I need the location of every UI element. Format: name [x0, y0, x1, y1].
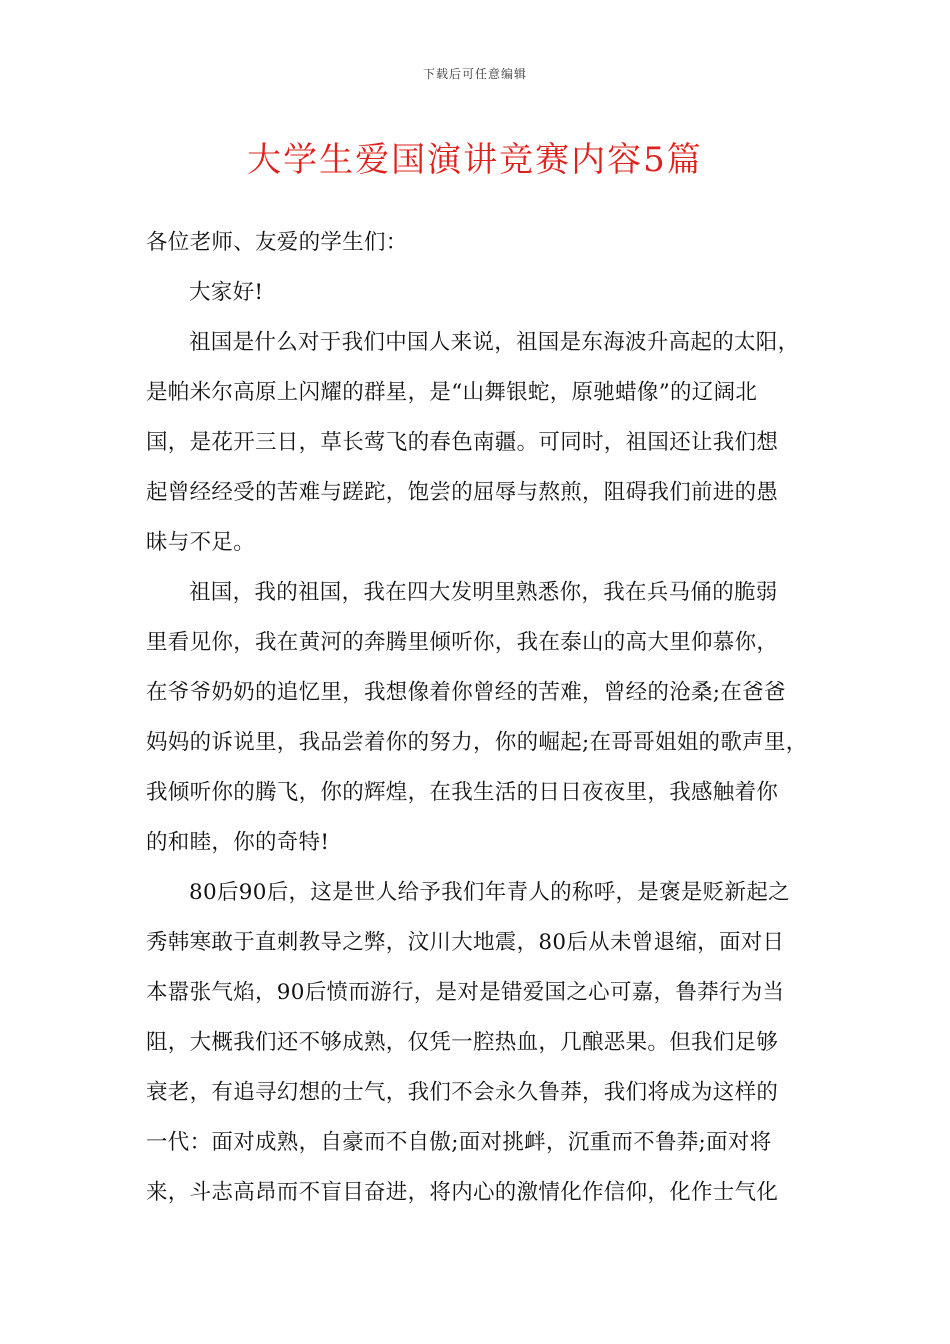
- paragraph-line: 祖国，我的祖国，我在四大发明里熟悉你，我在兵马俑的脆弱: [189, 580, 778, 605]
- paragraph-line: 80后90后，这是世人给予我们年青人的称呼，是褒是贬新起之: [189, 880, 790, 905]
- paragraph-line: 是帕米尔高原上闪耀的群星，是“山舞银蛇，原驰蜡像”的辽阔北: [146, 380, 758, 405]
- paragraph-line: 里看见你，我在黄河的奔腾里倾听你，我在泰山的高大里仰慕你，: [146, 630, 779, 655]
- paragraph-line: 妈妈的诉说里，我品尝着你的努力，你的崛起;在哥哥姐姐的歌声里，: [146, 730, 808, 755]
- paragraph-line: 我倾听你的腾飞，你的辉煌，在我生活的日日夜夜里，我感触着你: [146, 780, 779, 805]
- paragraph-line: 秀韩寒敢于直刺教导之弊，汶川大地震，80后从未曾退缩，面对日: [146, 930, 785, 955]
- greeting: 大家好!: [189, 280, 264, 305]
- paragraph-line: 本嚣张气焰，90后愤而游行，是对是错爱国之心可嘉，鲁莽行为当: [146, 980, 785, 1005]
- paragraph-line: 起曾经经受的苦难与蹉跎，饱尝的屈辱与熬煎，阻碍我们前进的愚: [146, 480, 779, 505]
- paragraph-line: 衰老，有追寻幻想的士气，我们不会永久鲁莽，我们将成为这样的: [146, 1080, 779, 1105]
- header-note: 下载后可任意编辑: [422, 67, 527, 81]
- paragraph-line: 来，斗志高昂而不盲目奋进，将内心的激情化作信仰，化作士气化: [146, 1180, 779, 1205]
- document-body: [146, 227, 816, 1227]
- paragraph-line: 的和睦，你的奇特!: [146, 830, 330, 855]
- paragraph-line: 国，是花开三日，草长莺飞的春色南疆。可同时，祖国还让我们想: [146, 430, 779, 455]
- paragraph-line: 昧与不足。: [146, 530, 256, 555]
- document-title: 大学生爱国演讲竞赛内容5篇: [247, 140, 703, 180]
- paragraph-line: 阻，大概我们还不够成熟，仅凭一腔热血，几酿恶果。但我们足够: [146, 1030, 779, 1055]
- paragraph-line: 在爷爷奶奶的追忆里，我想像着你曾经的苦难，曾经的沧桑;在爸爸: [146, 680, 786, 705]
- paragraph-line: 一代：面对成熟，自豪而不自傲;面对挑衅，沉重而不鲁莽;面对将: [146, 1130, 772, 1155]
- salutation: 各位老师、友爱的学生们：: [146, 230, 408, 255]
- paragraph-line: 祖国是什么对于我们中国人来说，祖国是东海波升高起的太阳，: [189, 330, 800, 355]
